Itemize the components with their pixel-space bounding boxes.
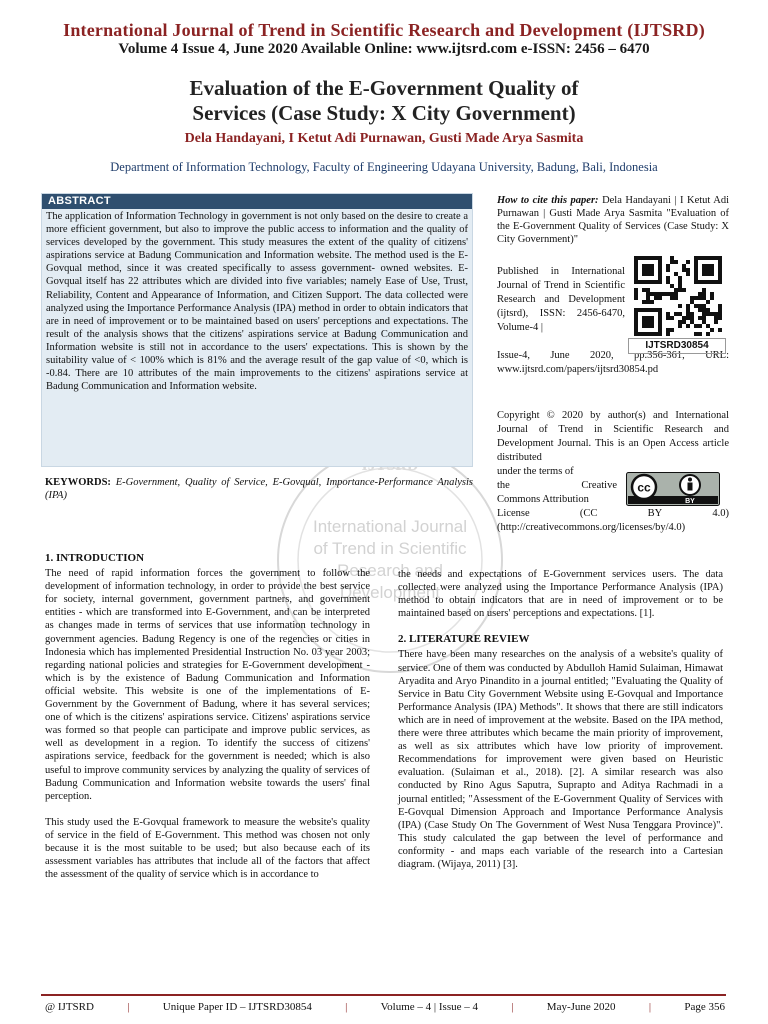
journal-volume-line: Volume 4 Issue 4, June 2020 Available Online: www.ijtsrd.com e-ISSN: 2456 – 6470 [118, 41, 650, 57]
license-line-2b: Creative [581, 480, 617, 491]
page-footer [45, 1001, 725, 1013]
footer-separator: | [345, 1001, 348, 1013]
footer-separator: | [511, 1001, 514, 1013]
footer-site: @ IJTSRD [45, 1001, 94, 1013]
license-line-1: under the terms of [497, 466, 574, 477]
keywords-label: KEYWORDS: [45, 477, 111, 488]
copyright-text: Copyright © 2020 by author(s) and International Journal of Trend in Scientific Research and Development Journal. This is an Open Access article distributed [497, 410, 729, 463]
footer-volume: Volume – 4 | Issue – 4 [380, 1001, 478, 1013]
abstract-text: The application of Information Technology in government is not only based on the desire to create a more efficient government, but also to improve the public access to information and the quality of services developed by the government. This study measures the extent of the quality of citizens' aspirations service at Badung Communication and Information website. The method used is the E-Govqual method, since it was created specifically to assess government- owned websites. E-Govqual itself has 22 attributes which are divided into five variables; namely Ease of Use, Trust, Reliability, Content and Appearance of Information, and Citizen Support. The data collected were analyzed using the Importance Performance Analysis (IPA) method in order to obtain indicators that are in need of improvement or to be maintained based on users' perceptions and expectations. The result of the analysis shows that the citizens' aspirations service at Badung Communication and Information website is still not in accordance to the users' expectations. This is shown by the suitability value of < 100% which is 81% and the average result of the gap value of <0, which is -0.84. There are 10 attributes of the main improvements to the citizens' aspirations service at Badung Communication and Information website. [46, 211, 468, 393]
keywords-text: E-Government, Quality of Service, E-Govqual, Importance-Performance Analysis (IPA) [45, 477, 473, 501]
paper-affiliation: Department of Information Technology, Faculty of Engineering Udayana University, Badung, Bali, Indonesia [110, 160, 658, 174]
license-word-by: BY [647, 508, 663, 519]
citation-text: Dela Handayani | I Ketut Adi Purnawan | Gusti Made Arya Sasmita "Evaluation of the E-Government Quality of Services (Case Study: X City Government)" [497, 195, 730, 245]
footer-separator: | [127, 1001, 130, 1013]
right-column [398, 568, 723, 884]
creative-commons-badge-icon [626, 472, 720, 506]
license-word-version: 4.0) [712, 508, 729, 519]
intro-column [45, 552, 370, 894]
license-word-license: License [497, 508, 530, 519]
intro-heading: 1. INTRODUCTION [45, 552, 145, 564]
license-tail [497, 507, 729, 535]
citation-publication-tail[interactable]: Issue-4, June 2020, pp.356-361, URL: www.ijtsrd.com/papers/ijtsrd30854.pd [497, 350, 729, 375]
footer-separator: | [648, 1001, 652, 1013]
intro-continuation: the needs and expectations of E-Government services users. The data collected were analyzed using the Importance Performance Analysis (IPA) method to obtain indicators that are in need of improvement or to be maintained based on users' perceptions and expectations. [1]. [398, 569, 723, 620]
footer-paper-id: Unique Paper ID – IJTSRD30854 [162, 1001, 312, 1013]
license-block [497, 465, 617, 507]
keywords [45, 476, 473, 502]
intro-paragraph-2: This study used the E-Govqual framework to measure the website's quality of service in the field of E-Government. This method was chosen not only because it is the most suitable to be used; but also because each of its assessment variables has attributes that include all of the factors that affect the assessment of the quality of service which is in accordance to [45, 816, 370, 881]
cc-badge-label: BY [685, 498, 695, 505]
journal-title: International Journal of Trend in Scientific Research and Development (IJTSRD) [63, 20, 705, 40]
citation-block [497, 194, 729, 246]
citation-publication: Published in International Journal of Trend in Scientific Research and Development (ijtsrd), ISSN: 2456-6470, Volume-4 | [497, 266, 625, 333]
watermark-line-2: of Trend in Scientific [313, 539, 467, 558]
paper-title [0, 76, 768, 126]
watermark-line-4: Development [339, 583, 441, 602]
literature-review-paragraph: There have been many researches on the analysis of a website's quality of service. One of them was conducted by Abdulloh Hamid Sulaiman, Himawat Aryadita and Aryo Pinandito in a journal entitled; "Evaluating the Quality of Service in Batu City Government Website using E-Govqual and Importance Performance Analysis (IPA) Methods". It shows that there are still indicators which are in need of improvement at the website. Based on the IPA method, there were three attributes which became the main priority of improvement, as well as six attributes which have low priority of improvement. Recommendations for improvement were given based on Heuristic evaluation. (Sulaiman et al., 2018). [2]. A similar research was also conducted by Rino Agus Saputra, Suprapto and Aditya Rachmadi in a journal entitled; "Assessment of the E-Government Quality of Services with E-Govqual Dimension Approach and Importance Performance Analysis (IPA) (Case Study On The Government of West Nusa Tenggara Province)". This study calculated the gap between the level of performance and conformity - and maps each variable of the research into a Cartesian diagram. (Wijaya, 2011) [3]. [398, 649, 723, 870]
paper-id-badge: IJTSRD30854 [628, 338, 726, 354]
intro-paragraph-1: The need of rapid information forces the government to follow the development of information technology, in order to provide the best service for society, internal government, government partners, and government entities - which are transformed into E-Government, and can be interpreted as changes made in terms of services that use information technology in government agencies. Badung Regency is one of the regencies or cities in Indonesia which has implemented Presidential Instruction No. 03 year 2003; regarding national policies and strategies for E-Government development - which is by the existence of Badung Communication and Information official website. This website is one of the implementations of E-Government by the Government of Badung, where it has several services; one of which is the citizens' aspirations service. Citizens' aspirations service was formed so that people can participate and improve public services, as well as development in a region. To identify the success of citizens' aspirations service, feedback for the government is needed; which is also useful to improve community services by analyzing the quality of services of Badung Communication and Information website towards the users' final perception. [45, 568, 370, 802]
literature-review-heading: 2. LITERATURE REVIEW [398, 633, 530, 646]
abstract-box [41, 193, 473, 467]
svg-text:cc: cc [637, 480, 651, 495]
abstract-heading: ABSTRACT [42, 194, 472, 209]
citation-lead: How to cite this paper: [497, 195, 599, 206]
footer-date: May-June 2020 [546, 1001, 616, 1013]
watermark-line-1: International Journal [312, 517, 468, 536]
license-word-cc: (CC [579, 508, 598, 519]
footer-rule [41, 994, 726, 996]
paper-title-line-1: Evaluation of the E-Government Quality of [189, 76, 579, 100]
watermark-line-3: Research and [337, 561, 443, 580]
paper-title-line-2: Services (Case Study: X City Government) [192, 101, 576, 125]
license-url[interactable]: (http://creativecommons.org/licenses/by/4.0) [497, 522, 686, 533]
paper-authors: Dela Handayani, I Ketut Adi Purnawan, Gusti Made Arya Sasmita [184, 131, 584, 146]
license-line-2a: the [497, 480, 510, 491]
license-line-3: Commons Attribution [497, 494, 589, 505]
qr-code-icon [634, 256, 722, 336]
footer-page: Page 356 [684, 1001, 725, 1013]
